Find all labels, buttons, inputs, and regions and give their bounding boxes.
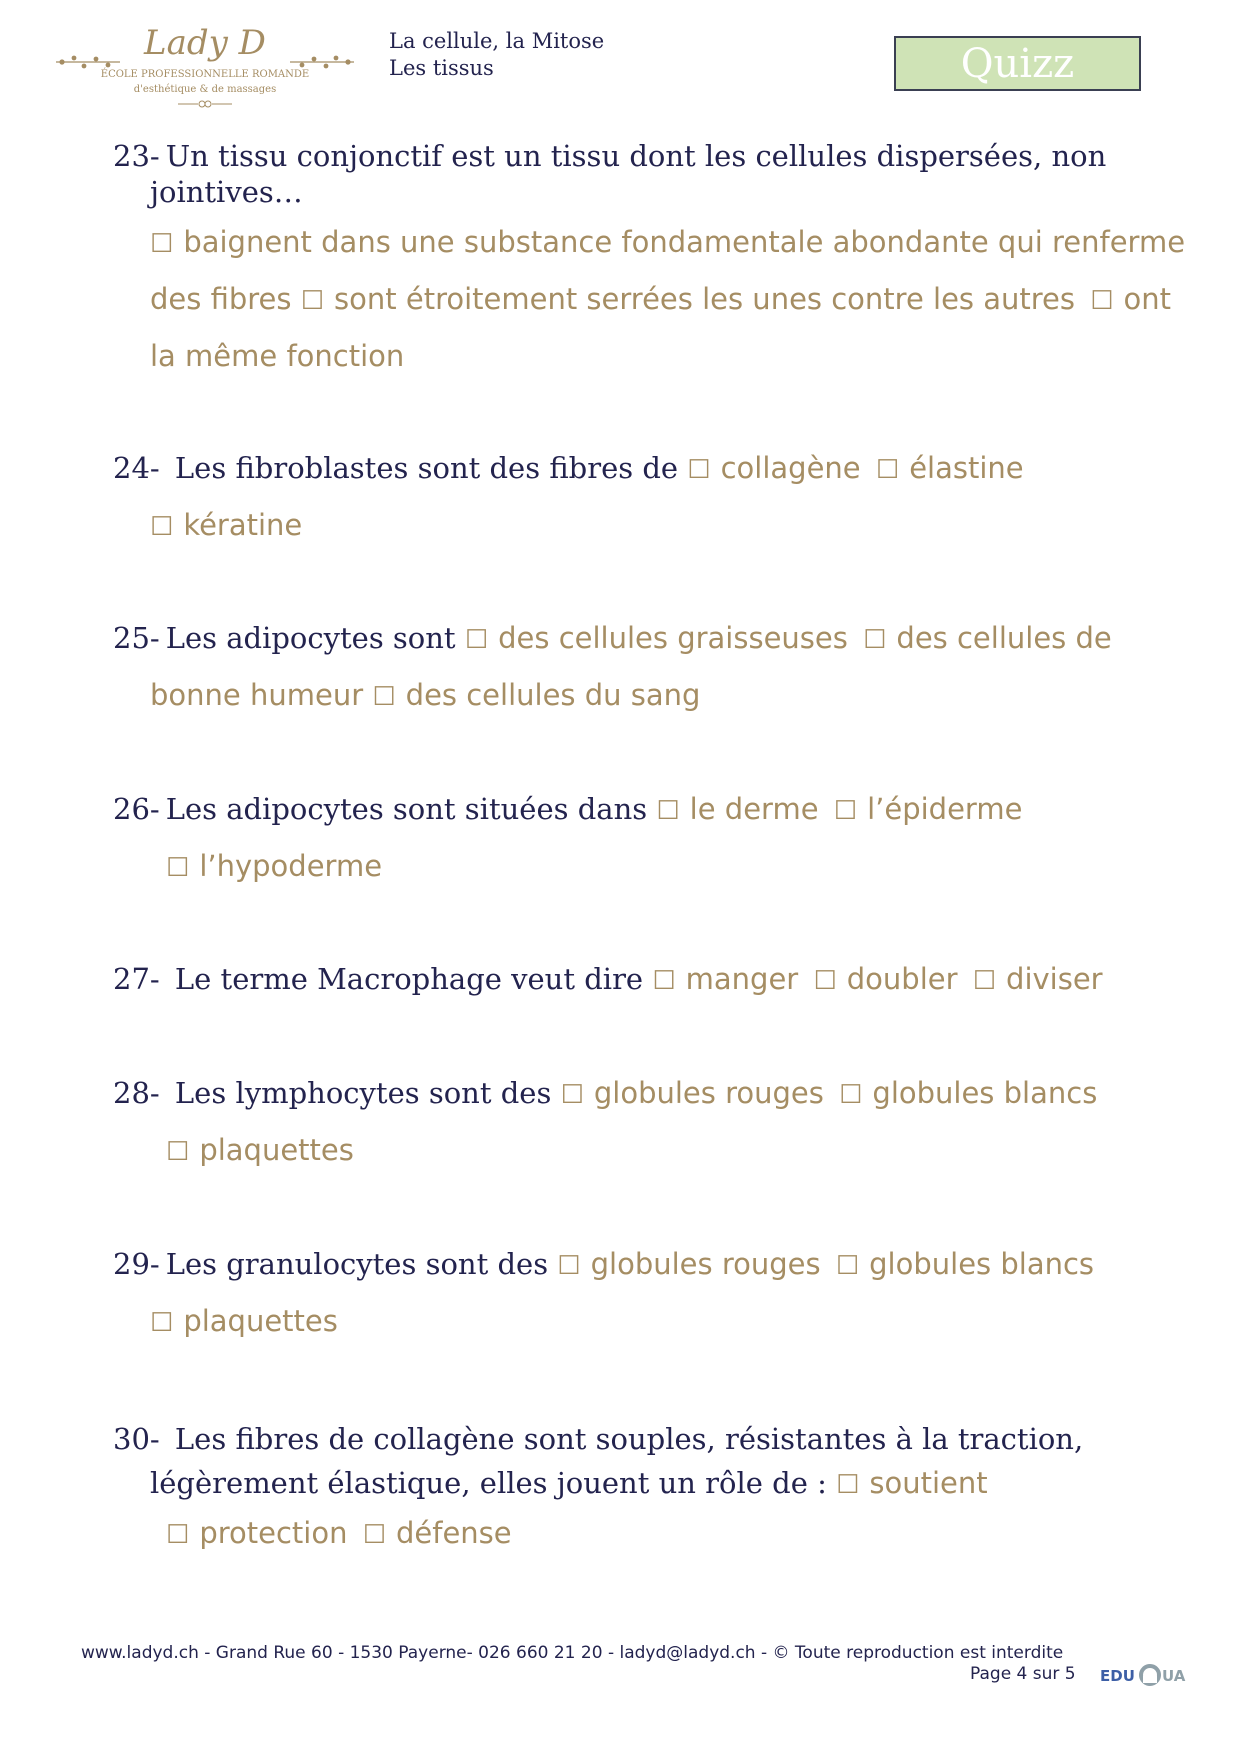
checkbox-icon[interactable]: ☐ <box>362 1520 386 1550</box>
checkbox-icon[interactable]: ☐ <box>166 1520 190 1550</box>
checkbox-icon[interactable]: ☐ <box>560 1080 584 1110</box>
question-30 <box>113 1417 1183 1562</box>
question-text: Les adipocytes sont situées dans <box>165 792 648 826</box>
question-text: jointives… <box>150 175 303 209</box>
option-text: baignent dans une substance fondamentale abondante qui renferme <box>183 225 1186 259</box>
question-number: 24- <box>113 451 160 485</box>
quizz-badge: Quizz <box>894 36 1141 91</box>
svg-text:UA: UA <box>1162 1667 1186 1685</box>
question-text: Les granulocytes sont des <box>165 1247 549 1281</box>
eduqua-logo <box>1100 1660 1190 1688</box>
question-number: 29- <box>113 1247 160 1281</box>
checkbox-icon[interactable]: ☐ <box>652 966 676 996</box>
svg-text:EDU: EDU <box>1100 1667 1135 1685</box>
checkbox-icon[interactable]: ☐ <box>813 966 837 996</box>
checkbox-icon[interactable]: ☐ <box>687 455 711 485</box>
question-text: Un tissu conjonctif est un tissu dont les cellules dispersées, non <box>165 139 1107 173</box>
option-text: défense <box>396 1516 512 1550</box>
option-text: des cellules du sang <box>405 678 701 712</box>
option-text: plaquettes <box>199 1133 354 1167</box>
question-24 <box>113 440 1183 554</box>
option-text: collagène <box>720 451 861 485</box>
option-text: l’hypoderme <box>199 849 383 883</box>
question-28 <box>113 1065 1183 1179</box>
svg-text:Lady D: Lady D <box>144 23 266 63</box>
checkbox-icon[interactable]: ☐ <box>839 1080 863 1110</box>
svg-text:d'esthétique & de massages: d'esthétique & de massages <box>133 84 277 95</box>
question-text: Les lymphocytes sont des <box>174 1076 552 1110</box>
checkbox-icon[interactable]: ☐ <box>863 625 887 655</box>
question-29 <box>113 1236 1183 1350</box>
question-23 <box>113 138 1186 385</box>
footer-contact: www.ladyd.ch - Grand Rue 60 - 1530 Payerne- 026 660 21 20 - ladyd@ladyd.ch - © Toute reproduction est interdite <box>81 1643 1064 1663</box>
checkbox-icon[interactable]: ☐ <box>150 229 174 259</box>
checkbox-icon[interactable]: ☐ <box>875 455 900 485</box>
question-27 <box>113 951 1183 1008</box>
option-text: protection <box>199 1516 348 1550</box>
option-text: globules rouges <box>590 1247 821 1281</box>
question-number: 28- <box>113 1076 160 1110</box>
option-text-continued: bonne humeur <box>150 678 364 712</box>
option-text: des cellules de <box>896 621 1112 655</box>
option-text: sont étroitement serrées les unes contre les autres <box>334 282 1076 316</box>
eduqua-logo-graphic <box>1100 1660 1190 1688</box>
checkbox-icon[interactable]: ☐ <box>833 796 858 826</box>
checkbox-icon[interactable]: ☐ <box>656 796 680 826</box>
question-number: 30- <box>113 1422 160 1456</box>
option-text: globules blancs <box>869 1247 1095 1281</box>
option-text-continued: la même fonction <box>150 339 405 373</box>
option-text: le derme <box>689 792 819 826</box>
checkbox-icon[interactable]: ☐ <box>1090 286 1114 316</box>
question-26 <box>113 781 1183 895</box>
checkbox-icon[interactable]: ☐ <box>166 853 190 883</box>
document-title-line1: La cellule, la Mitose <box>389 29 605 53</box>
option-text-continued: des fibres <box>150 282 292 316</box>
option-text: soutient <box>869 1466 988 1500</box>
option-text: globules rouges <box>593 1076 824 1110</box>
ladyd-logo <box>50 18 360 114</box>
option-text: des cellules graisseuses <box>498 621 848 655</box>
ladyd-logo-graphic <box>50 18 360 114</box>
question-text: Les fibres de collagène sont souples, résistantes à la traction, <box>174 1422 1084 1456</box>
page-number: Page 4 sur 5 <box>970 1664 1076 1684</box>
option-text: élastine <box>909 451 1024 485</box>
option-text: ont <box>1123 282 1172 316</box>
checkbox-icon[interactable]: ☐ <box>464 625 489 655</box>
option-text: l’épiderme <box>867 792 1023 826</box>
document-title-line2: Les tissus <box>389 56 494 80</box>
question-text: Le terme Macrophage veut dire <box>174 962 644 996</box>
checkbox-icon[interactable]: ☐ <box>557 1251 581 1281</box>
question-number: 23- <box>113 139 160 173</box>
question-text: Les fibroblastes sont des fibres de <box>174 451 679 485</box>
option-text: plaquettes <box>183 1304 338 1338</box>
option-text: manger <box>685 962 799 996</box>
svg-text:ÉCOLE PROFESSIONNELLE ROMANDE: ÉCOLE PROFESSIONNELLE ROMANDE <box>100 69 310 80</box>
checkbox-icon[interactable]: ☐ <box>835 1251 860 1281</box>
question-number: 25- <box>113 621 160 655</box>
question-text: légèrement élastique, elles jouent un rôle de : <box>150 1466 827 1500</box>
question-text: Les adipocytes sont <box>165 621 456 655</box>
checkbox-icon[interactable]: ☐ <box>150 1308 174 1338</box>
checkbox-icon[interactable]: ☐ <box>150 512 174 542</box>
option-text: kératine <box>183 508 303 542</box>
question-number: 26- <box>113 792 160 826</box>
option-text: diviser <box>1006 962 1103 996</box>
checkbox-icon[interactable]: ☐ <box>836 1470 860 1500</box>
question-number: 27- <box>113 962 160 996</box>
option-text: globules blancs <box>872 1076 1098 1110</box>
question-25 <box>113 610 1183 724</box>
checkbox-icon[interactable]: ☐ <box>372 682 396 712</box>
document-title <box>389 28 604 82</box>
checkbox-icon[interactable]: ☐ <box>300 286 325 316</box>
checkbox-icon[interactable]: ☐ <box>972 966 997 996</box>
checkbox-icon[interactable]: ☐ <box>166 1137 190 1167</box>
option-text: doubler <box>846 962 958 996</box>
